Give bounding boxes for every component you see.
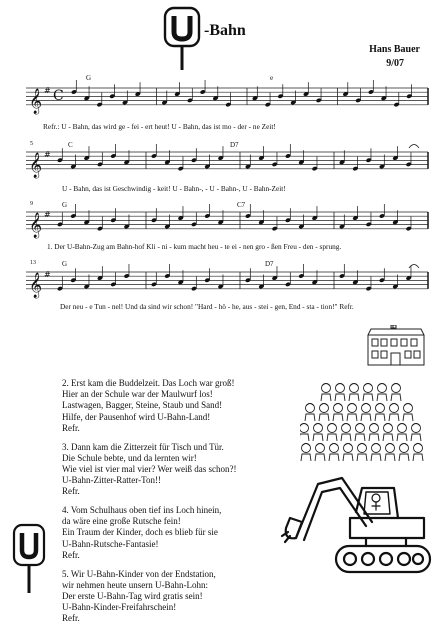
child-body <box>369 434 379 441</box>
child-body <box>341 434 351 441</box>
verses <box>62 378 292 632</box>
verse-line: Ein Traum der Kinder, doch es blieb für sie <box>62 527 218 538</box>
page-title: -Bahn <box>204 22 246 39</box>
fermata-icon <box>409 265 419 269</box>
verse-line: 5. Wir U-Bahn-Kinder von der Endstation, <box>62 568 216 579</box>
verse-line: U-Bahn-Zitter-Ratter-Ton!! <box>62 475 161 486</box>
excavator-icon <box>276 466 434 590</box>
child-hair <box>364 384 372 387</box>
verse-line: U-Bahn-Kinder-Freifahrschein! <box>62 602 177 613</box>
chord: e <box>270 74 274 82</box>
verse-line: Refr. <box>62 613 80 624</box>
verse-line: Wie viel ist vier mal vier? Wer weiß das schon?! <box>62 463 237 474</box>
child-body <box>355 434 365 441</box>
child-body <box>333 414 343 421</box>
child-hair <box>378 384 386 387</box>
child-hair <box>384 424 392 427</box>
verse-line: Die Schule bebte, und da lernten wir! <box>62 452 197 463</box>
verse-line: 2. Erst kam die Buddelzeit. Das Loch war groß! <box>62 378 235 388</box>
verse-line: da wäre eine große Rutsche fein! <box>62 516 181 527</box>
bar-number: 13 <box>30 260 36 266</box>
child-body <box>377 394 387 401</box>
child-hair <box>328 424 336 427</box>
child-body <box>389 414 399 421</box>
chord: G <box>62 260 68 268</box>
child-body <box>321 394 331 401</box>
lyric-line: 1. Der U-Bahn-Zug am Bahn-hof Kli - ni - kum macht heu - te ei - nen gro - ßen Freu - den - sprung. <box>47 242 342 251</box>
date: 9/07 <box>386 58 404 69</box>
child-hair <box>322 384 330 387</box>
child-hair <box>370 424 378 427</box>
bar-number: 9 <box>30 201 33 207</box>
treble-clef-icon: 𝄞 <box>29 272 43 298</box>
child-hair <box>314 424 322 427</box>
child-body <box>315 454 325 461</box>
child-hair <box>362 404 370 407</box>
child-body <box>397 434 407 441</box>
child-hair <box>302 444 310 447</box>
child-hair <box>348 404 356 407</box>
lyric-line: Der neu - e Tun - nel! Und da sind wir schon! "Hard - hö - he, aus - stei - gen, End - sta - tion!" Refr. <box>60 302 354 311</box>
child-body <box>313 434 323 441</box>
time-signature-icon: C <box>53 88 64 104</box>
child-hair <box>342 424 350 427</box>
verse-line: Hier an der Schule war der Maulwurf los! <box>62 389 213 400</box>
child-hair <box>376 404 384 407</box>
child-hair <box>414 444 422 447</box>
chord: C7 <box>237 201 246 209</box>
child-hair <box>330 444 338 447</box>
child-hair <box>404 404 412 407</box>
child-body <box>375 414 385 421</box>
treble-clef-icon: 𝄞 <box>29 88 43 114</box>
child-body <box>305 414 315 421</box>
child-hair <box>386 444 394 447</box>
child-body <box>335 394 345 401</box>
child-hair <box>358 444 366 447</box>
child-body <box>349 394 359 401</box>
verse-line: Refr. <box>62 486 80 497</box>
child-hair <box>356 424 364 427</box>
child-hair <box>320 404 328 407</box>
lyric-line: Refr.: U - Bahn, das wird ge - fei - ert heut! U - Bahn, das ist mo - der - ne Zeit! <box>43 122 276 131</box>
child-body <box>319 414 329 421</box>
child-body <box>399 454 409 461</box>
child-hair <box>350 384 358 387</box>
child-body <box>385 454 395 461</box>
child-body <box>403 414 413 421</box>
verse-line: U-Bahn-Rutsche-Fantasie! <box>62 538 159 549</box>
child-hair <box>398 424 406 427</box>
verse-5 <box>62 569 292 625</box>
verse-line: Refr. <box>62 422 80 433</box>
child-hair <box>334 404 342 407</box>
sharp-icon: # <box>44 86 51 95</box>
chord: D7 <box>230 141 239 149</box>
child-body <box>327 434 337 441</box>
child-hair <box>344 444 352 447</box>
child-body <box>411 434 421 441</box>
sharp-icon: # <box>44 210 51 219</box>
child-body <box>383 434 393 441</box>
verse-line: Refr. <box>62 549 80 560</box>
u-bahn-sign-icon <box>12 523 48 593</box>
sharp-icon: # <box>44 150 51 159</box>
verse-line: Lastwagen, Bagger, Steine, Staub und Sand! <box>62 400 223 411</box>
child-body <box>371 454 381 461</box>
child-hair <box>390 404 398 407</box>
verse-line: 4. Vom Schulhaus oben tief ins Loch hinein, <box>62 505 222 516</box>
child-body <box>357 454 367 461</box>
verse-line: Der erste U-Bahn-Tag wird gratis sein! <box>62 590 203 601</box>
verse-line: wir nehmen heute unsern U-Bahn-Lohn: <box>62 579 208 590</box>
child-body <box>413 454 423 461</box>
child-hair <box>392 384 400 387</box>
school-building-icon <box>365 325 427 367</box>
lyric-line: U - Bahn, das ist Geschwindig - keit! U - Bahn-, - U - Bahn-, U - Bahn-Zeit! <box>62 184 286 193</box>
fermata-icon <box>409 145 419 149</box>
child-body <box>347 414 357 421</box>
treble-clef-icon: 𝄞 <box>29 152 43 178</box>
verse-line: Hilfe, der Pausenhof wird U-Bahn-Land! <box>62 411 211 422</box>
child-hair <box>412 424 420 427</box>
chord: G <box>86 74 92 82</box>
chord: G <box>62 201 68 209</box>
child-body <box>343 454 353 461</box>
chord: D7 <box>265 260 274 268</box>
child-body <box>363 394 373 401</box>
chord: C <box>68 141 73 149</box>
child-hair <box>306 404 314 407</box>
child-hair <box>336 384 344 387</box>
verse-2 <box>62 378 292 434</box>
child-hair <box>300 424 308 427</box>
treble-clef-icon: 𝄞 <box>29 212 43 238</box>
sharp-icon: # <box>44 270 51 279</box>
verse-4 <box>62 505 292 561</box>
verse-line: 3. Dann kam die Zitterzeit für Tisch und Tür. <box>62 441 224 452</box>
child-body <box>361 414 371 421</box>
child-hair <box>316 444 324 447</box>
bar-number: 5 <box>30 141 33 147</box>
verse-3 <box>62 442 292 498</box>
author: Hans Bauer <box>369 44 420 55</box>
child-body <box>300 434 309 441</box>
child-hair <box>400 444 408 447</box>
child-body <box>329 454 339 461</box>
child-body <box>301 454 311 461</box>
child-hair <box>372 444 380 447</box>
children-crowd-icon <box>300 376 432 462</box>
child-body <box>391 394 401 401</box>
